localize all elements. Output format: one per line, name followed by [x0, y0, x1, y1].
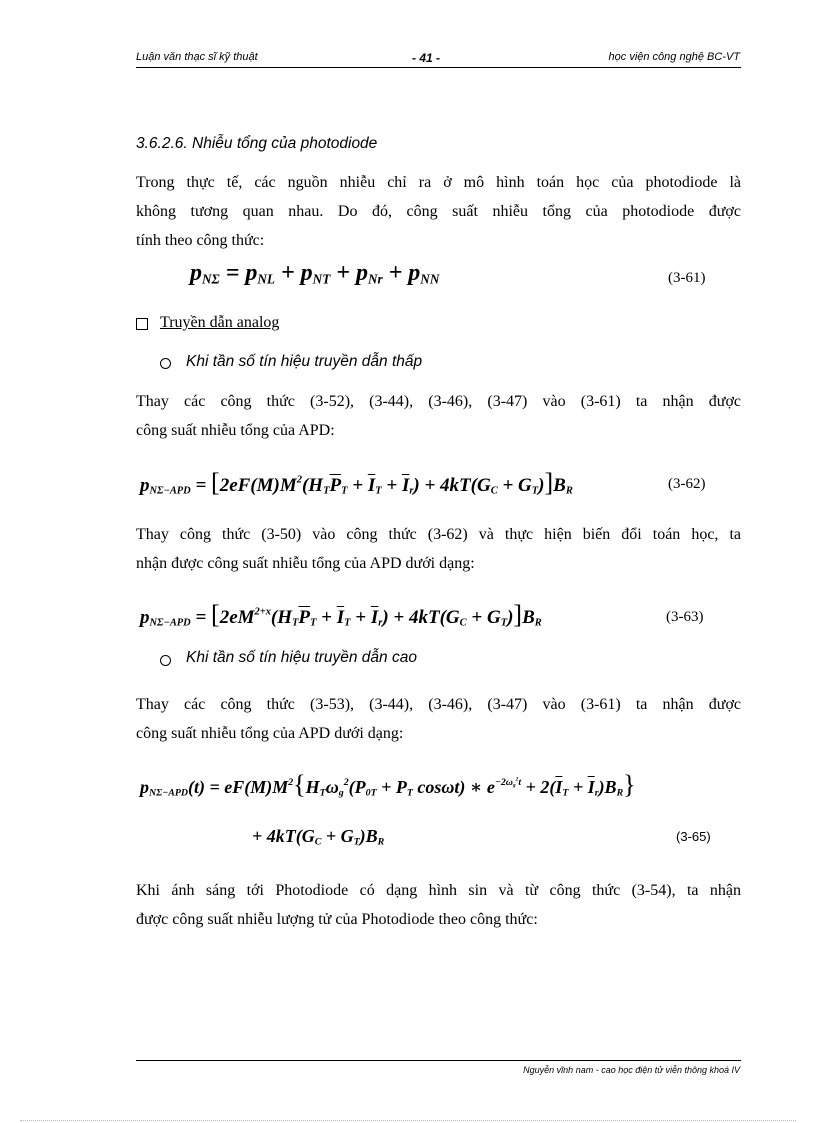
section-title: 3.6.2.6. Nhiễu tổng của photodiode — [136, 135, 378, 152]
paragraph-line: Trong thực tế, các nguồn nhiễu chỉ ra ở mô hình toán học của photodiode là — [136, 174, 741, 191]
paragraph-3 — [136, 520, 741, 578]
paragraph-4 — [136, 690, 741, 748]
bullet-analog: Truyền dẫn analog — [160, 314, 280, 331]
paragraph-line: công suất nhiễu tổng của APD dưới dạng: — [136, 725, 404, 742]
equation-3-61: $p_{N\Sigma} = p_{NL} + p_{NT} + p_{Nr} + p_{NN}$ — [190, 260, 440, 287]
paragraph-line: Thay công thức (3-50) vào công thức (3-62) và thực hiện biến đổi toán học, ta — [136, 526, 741, 543]
circle-bullet-icon — [160, 655, 171, 666]
footer-rule — [136, 1060, 741, 1061]
equation-number: (3-61) — [668, 270, 706, 286]
header-left: Luận văn thạc sĩ kỹ thuật — [136, 51, 258, 63]
equation-3-62: $p_{N\Sigma-APD} = [2eF(M)M^2(H_T\overline{P}_T + \overline{I}_T + \overline{I}_r) + 4kT(G_C + G_T)]B_R$ — [140, 468, 573, 497]
paragraph-line: Thay các công thức (3-53), (3-44), (3-46), (3-47) vào (3-61) ta nhận được — [136, 696, 741, 713]
paragraph-line: được công suất nhiễu lượng tử của Photodiode theo công thức: — [136, 911, 538, 928]
footer-text: Nguyễn vĩnh nam - cao học điện tử viễn thông khoá IV — [523, 1065, 740, 1075]
paragraph-line: tính theo công thức: — [136, 232, 265, 249]
header-rule — [136, 67, 741, 68]
equation-number: (3-65) — [676, 829, 711, 844]
paragraph-line: nhận được công suất nhiễu tổng của APD dưới dạng: — [136, 555, 475, 572]
paragraph-1 — [136, 168, 741, 255]
paragraph-line: Khi ánh sáng tới Photodiode có dạng hình sin và từ công thức (3-54), ta nhận — [136, 882, 741, 899]
sub-bullet-high-frequency: Khi tần số tín hiệu truyền dẫn cao — [186, 649, 417, 666]
header-right: học viện công nghệ BC-VT — [608, 51, 740, 63]
sub-bullet-low-frequency: Khi tần số tín hiệu truyền dẫn thấp — [186, 353, 423, 370]
equation-3-65-line-1: $p_{N\Sigma-APD}(t) = eF(M)M^2\{H_T\omega_g^2(P_{0T} + P_T$ cosωt) ∗ $e^{-2\omega_g^2t} + 2(\overline{I}_T + \overline{I}_r)B_R$} — [140, 770, 636, 799]
circle-bullet-icon — [160, 358, 171, 369]
paragraph-2 — [136, 387, 741, 445]
equation-3-63: $p_{N\Sigma-APD} = [2eM^{2+x}(H_T\overline{P}_T + \overline{I}_T + \overline{I}_r) + 4kT(G_C + G_T)]B_R$ — [140, 600, 542, 629]
equation-number: (3-63) — [666, 609, 704, 625]
paragraph-5 — [136, 876, 741, 934]
page-edge — [20, 1120, 796, 1121]
paragraph-line: công suất nhiễu tổng của APD: — [136, 422, 335, 439]
equation-number: (3-62) — [668, 476, 706, 492]
paragraph-line: Thay các công thức (3-52), (3-44), (3-46), (3-47) vào (3-61) ta nhận được — [136, 393, 741, 410]
paragraph-line: không tương quan nhau. Do đó, công suất nhiễu tổng của photodiode được — [136, 203, 741, 220]
checkbox-bullet-icon — [136, 318, 148, 330]
page-number: - 41 - — [412, 51, 441, 65]
equation-3-65-line-2: + $4kT(G_C + G_T)B_R$ — [252, 826, 385, 848]
